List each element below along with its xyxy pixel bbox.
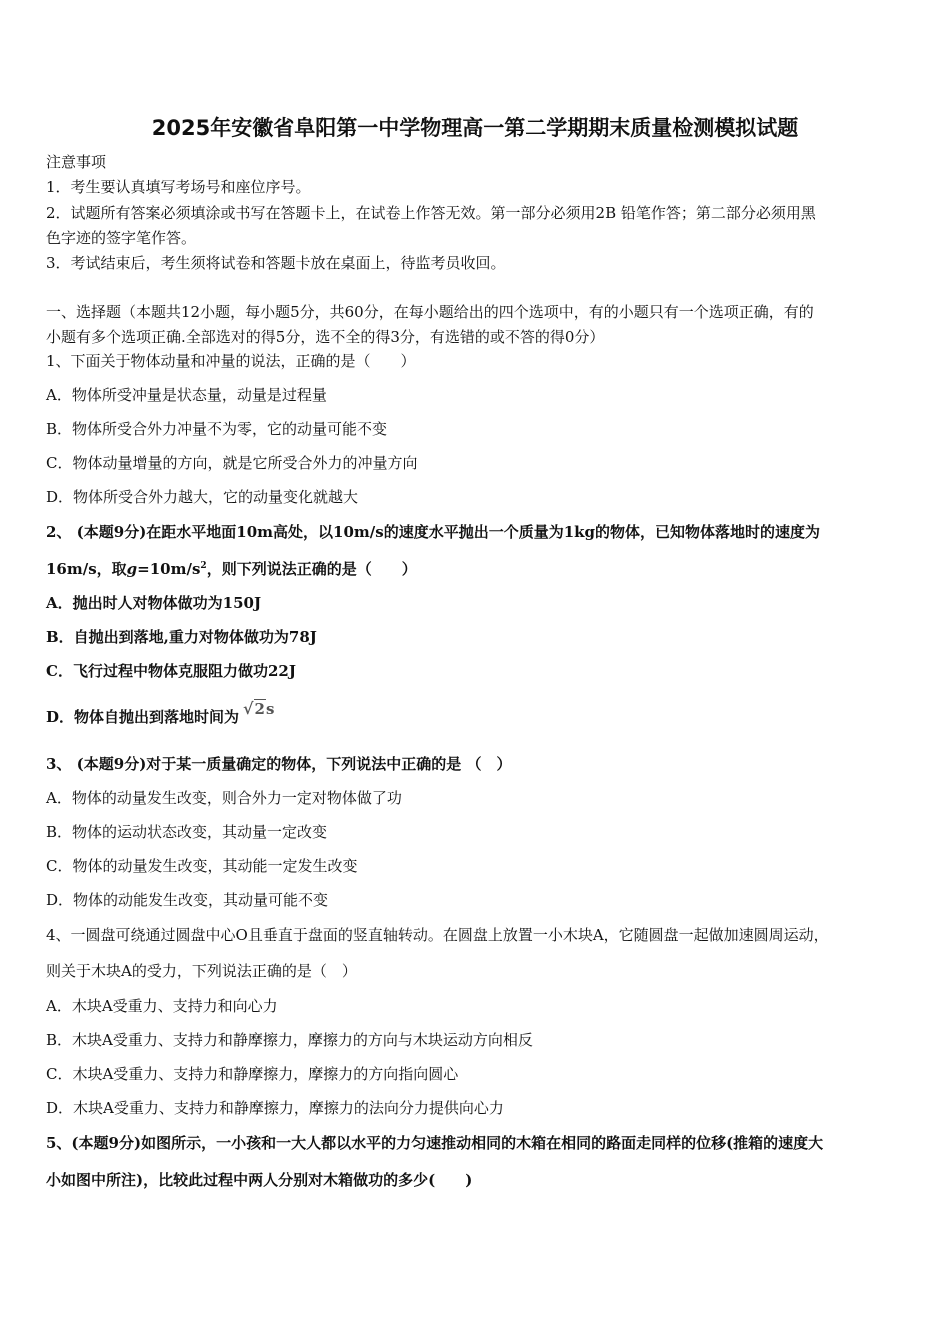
option-a: A．物体所受冲量是状态量，动量是过程量	[46, 386, 327, 404]
option-b: B．自抛出到落地,重力对物体做功为78J	[46, 628, 317, 646]
option-d: D．物体所受合外力越大，它的动量变化就越大	[46, 488, 359, 506]
option-b: B．木块A受重力、支持力和静摩擦力，摩擦力的方向与木块运动方向相反	[46, 1031, 533, 1049]
notice-item: 色字迹的签字笔作答。	[46, 229, 197, 247]
option-c: C．飞行过程中物体克服阻力做功22J	[46, 662, 296, 680]
notice-item: 3．考试结束后，考生须将试卷和答题卡放在桌面上，待监考员收回。	[46, 254, 506, 272]
question-stem-continued: 小如图中所注)，比较此过程中两人分别对木箱做功的多少( )	[46, 1171, 473, 1189]
option-a: A．物体的动量发生改变，则合外力一定对物体做了功	[46, 789, 402, 807]
notice-item: 2．试题所有答案必须填涂或书写在答题卡上，在试卷上作答无效。第一部分必须用2B 铅笔作答；第二部分必须用黑	[46, 204, 816, 222]
sqrt-icon: √	[243, 699, 254, 718]
option-d	[46, 699, 912, 727]
option-b: B．物体的运动状态改变，其动量一定改变	[46, 823, 328, 841]
section-heading: 小题有多个选项正确.全部选对的得5分，选不全的得3分，有选错的或不答的得0分）	[46, 328, 605, 346]
sqrt-expression	[243, 699, 274, 719]
option-d: D．物体的动能发生改变，其动量可能不变	[46, 891, 329, 909]
option-c: C．物体动量增量的方向，就是它所受合外力的冲量方向	[46, 454, 418, 472]
question-stem: 1、下面关于物体动量和冲量的说法，正确的是（ ）	[46, 352, 416, 370]
exponent: 2	[200, 561, 207, 571]
option-c: C．物体的动量发生改变，其动能一定发生改变	[46, 857, 358, 875]
question-stem: 4、一圆盘可绕通过圆盘中心O且垂直于盘面的竖直轴转动。在圆盘上放置一小木块A，它随圆盘一起做加速圆周运动，	[46, 926, 829, 944]
gravity-symbol: g	[126, 560, 138, 578]
time-unit: s	[265, 700, 275, 718]
option-c: C．木块A受重力、支持力和静摩擦力，摩擦力的方向指向圆心	[46, 1065, 459, 1083]
question-stem-continued: 则关于木块A的受力，下列说法正确的是（ ）	[46, 962, 357, 980]
option-a: A．木块A受重力、支持力和向心力	[46, 997, 278, 1015]
question-stem-continued	[46, 559, 912, 579]
question-stem: 3、 (本题9分)对于某一质量确定的物体，下列说法中正确的是 （ ）	[46, 755, 512, 773]
option-d: D．木块A受重力、支持力和静摩擦力，摩擦力的法向分力提供向心力	[46, 1099, 504, 1117]
page-title: 2025年安徽省阜阳第一中学物理高一第二学期期末质量检测模拟试题	[151, 116, 799, 140]
sqrt-radicand: 2	[254, 700, 265, 718]
option-a: A．抛出时人对物体做功为150J	[46, 594, 262, 612]
stem-text: ，则下列说法正确的是（ ）	[206, 560, 417, 578]
question-stem: 5、(本题9分)如图所示，一小孩和一大人都以水平的力匀速推动相同的木箱在相同的路面走同样的位移(推箱的速度大	[46, 1134, 824, 1152]
option-d-text: D．物体自抛出到落地时间为	[46, 708, 240, 726]
stem-text: =10m/s	[137, 560, 201, 578]
option-b: B．物体所受合外力冲量不为零，它的动量可能不变	[46, 420, 388, 438]
stem-text: 16m/s，取	[46, 560, 127, 578]
section-heading: 一、选择题（本题共12小题，每小题5分，共60分，在每小题给出的四个选项中，有的小题只有一个选项正确，有的	[46, 303, 814, 321]
notice-item: 1．考生要认真填写考场号和座位序号。	[46, 178, 311, 196]
notice-heading: 注意事项	[46, 153, 107, 171]
question-stem: 2、 (本题9分)在距水平地面10m高处，以10m/s的速度水平抛出一个质量为1kg的物体，已知物体落地时的速度为	[46, 523, 821, 541]
